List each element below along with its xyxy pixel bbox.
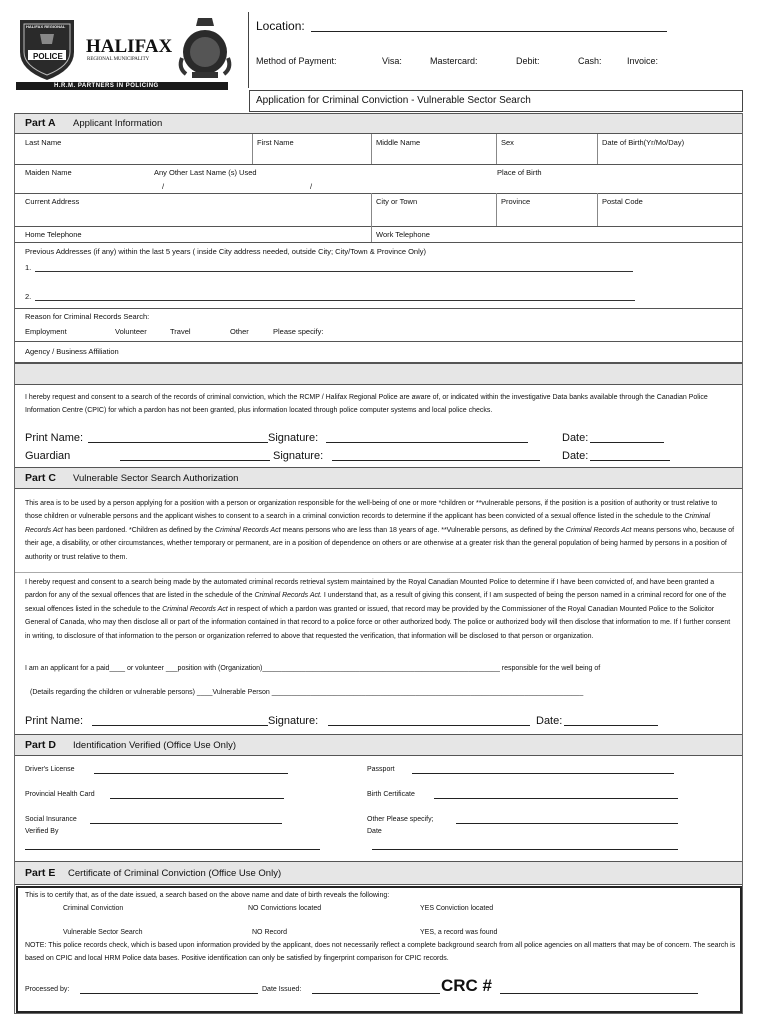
- partners-text: H.R.M. PARTNERS IN POLICING: [54, 83, 159, 89]
- police-badge-logo: [16, 14, 78, 82]
- reason-label: Reason for Criminal Records Search:: [25, 312, 150, 321]
- verified-date-field[interactable]: [372, 849, 678, 850]
- payment-mastercard[interactable]: Mastercard:: [430, 56, 478, 66]
- last-name-label: Last Name: [25, 138, 62, 147]
- payment-label: Method of Payment:: [256, 56, 337, 66]
- birth-certificate-label: Birth Certificate: [367, 791, 415, 798]
- yes-record-option[interactable]: YES, a record was found: [420, 929, 498, 936]
- date-issued-field[interactable]: [312, 993, 440, 994]
- work-telephone-label: Work Telephone: [376, 230, 430, 239]
- applicant-position-line[interactable]: I am an applicant for a paid____ or volunteer ___position with (Organization)_____________________________________________________________ responsible for the well being of: [25, 665, 601, 672]
- place-of-birth-label: Place of Birth: [497, 168, 542, 177]
- social-insurance-label: Social Insurance: [25, 816, 77, 823]
- signature-field-1[interactable]: [326, 442, 528, 443]
- agency-label: Agency / Business Affiliation: [25, 347, 119, 356]
- verified-date-label: Date: [367, 828, 382, 835]
- reason-specify: Please specify:: [273, 327, 324, 336]
- maiden-name-label: Maiden Name: [25, 168, 72, 177]
- no-convictions-option[interactable]: NO Convictions located: [248, 905, 322, 912]
- location-label: Location:: [256, 19, 305, 33]
- prev-address-2-num: 2.: [25, 292, 32, 301]
- date-label-2: Date:: [536, 715, 563, 727]
- passport-field[interactable]: [412, 773, 674, 774]
- halifax-logo: [86, 36, 173, 66]
- other-id-label: Other Please specify;: [367, 816, 434, 823]
- payment-invoice[interactable]: Invoice:: [627, 56, 659, 66]
- guardian-field[interactable]: [120, 460, 270, 461]
- reason-other[interactable]: Other: [230, 327, 249, 336]
- print-name-label-1: Print Name:: [25, 432, 84, 444]
- prev-address-1-field[interactable]: [35, 271, 633, 272]
- certify-text: This is to certify that, as of the date issued, a search based on the above name and date of birth reveals the following:: [25, 892, 390, 899]
- reason-volunteer[interactable]: Volunteer: [115, 327, 147, 336]
- part-e-label: Part E: [25, 867, 56, 879]
- province-label: Province: [501, 197, 531, 206]
- slash-2: /: [310, 182, 313, 191]
- verified-by-field[interactable]: [25, 849, 320, 850]
- home-telephone-label: Home Telephone: [25, 230, 82, 239]
- part-e-title: Certificate of Criminal Conviction (Office Use Only): [68, 868, 282, 879]
- social-insurance-field[interactable]: [90, 823, 282, 824]
- city-town-label: City or Town: [376, 197, 418, 206]
- prev-address-2-field[interactable]: [35, 300, 635, 301]
- part-d-label: Part D: [25, 739, 56, 751]
- first-name-label: First Name: [257, 138, 294, 147]
- signature-label-2: Signature:: [268, 715, 319, 727]
- part-c-title: Vulnerable Sector Search Authorization: [73, 473, 239, 484]
- previous-addresses-label: Previous Addresses (if any) within the last 5 years ( inside City address needed, outside City; City/Town & Province Only): [25, 247, 427, 256]
- other-id-field[interactable]: [456, 823, 678, 824]
- slash-1: /: [162, 182, 165, 191]
- print-name-field-2[interactable]: [92, 725, 268, 726]
- guardian-label: Guardian: [25, 450, 71, 462]
- payment-debit[interactable]: Debit:: [516, 56, 540, 66]
- current-address-label: Current Address: [25, 197, 80, 206]
- halifax-sub: REGIONAL MUNICIPALITY: [87, 57, 150, 62]
- health-card-field[interactable]: [110, 798, 284, 799]
- prev-address-1-num: 1.: [25, 263, 32, 272]
- criminal-conviction-label: Criminal Conviction: [63, 905, 124, 912]
- form-title: Application for Criminal Conviction - Vulnerable Sector Search: [256, 95, 531, 106]
- drivers-license-field[interactable]: [94, 773, 288, 774]
- reason-employment[interactable]: Employment: [25, 327, 67, 336]
- guardian-signature-field[interactable]: [332, 460, 540, 461]
- consent-text: I hereby request and consent to a search of the records of criminal conviction, which the RCMP / Halifax Regional Police are aware of, or indicated within the investigative Data banks available through the Canadian Police Information Centre (CPIC) for which a pardon has not been granted, plus information located through police computer systems and local police checks.: [25, 394, 708, 415]
- part-b-spacer: [15, 363, 742, 385]
- payment-visa[interactable]: Visa:: [382, 56, 402, 66]
- partners-bar: [16, 82, 228, 90]
- police-logo-text: POLICE: [33, 52, 63, 61]
- postal-code-label: Postal Code: [602, 197, 643, 206]
- middle-name-label: Middle Name: [376, 138, 421, 147]
- date-label-1: Date:: [562, 432, 589, 444]
- signature-label-1: Signature:: [268, 432, 319, 444]
- part-c-label: Part C: [25, 472, 56, 484]
- signature-field-2[interactable]: [328, 725, 530, 726]
- print-name-field-1[interactable]: [88, 442, 268, 443]
- reason-travel[interactable]: Travel: [170, 327, 191, 336]
- payment-cash[interactable]: Cash:: [578, 56, 602, 66]
- passport-label: Passport: [367, 766, 395, 773]
- part-a-label: Part A: [25, 117, 56, 129]
- part-a-title: Applicant Information: [73, 118, 163, 129]
- part-c-consent-text: I hereby request and consent to a search being made by the automated criminal records retrieval system maintained by the Royal Canadian Mounted Police to determine if I have been convicted of, and have been granted a pardon for any of the sexual offences that are listed in the schedule of the Criminal Records Act. I understand that, as a result of giving this consent, if I am suspected of being the person named in a criminal record for one of the sexual offences listed in the schedule to the Criminal Records Act in respect of which a pardon was granted or issued, that record may be provided by the Commissioner of the Royal Canadian Mounted Police to the Solicitor General of Canada, who may then disclose all or part of the information contained in that record to a police force or other authorized body. The police or authorized body will then disclose that information to me. If I further consent in writing, to disclosure of that information to the person or organization referred to above that requested the verification, that information will be disclosed to that person or organization.: [25, 579, 731, 640]
- crc-number-label: CRC #: [441, 976, 493, 995]
- part-d-title: Identification Verified (Office Use Only): [73, 740, 236, 751]
- date-issued-label: Date Issued:: [262, 986, 302, 993]
- crc-number-field[interactable]: [500, 993, 698, 994]
- no-record-option[interactable]: NO Record: [252, 929, 288, 936]
- drivers-license-label: Driver's License: [25, 766, 75, 773]
- police-logo-top: HALIFAX REGIONAL: [26, 24, 66, 29]
- part-c-definition-text: This area is to be used by a person applying for a position with a person or organization responsible for the well-being of one or more *children or **vulnerable persons, if the position is a position of authority or trust relative to those children or vulnerable persons and the applicant wishes to consent to a search in a criminal conviction records to determine if the applicant has been convicted of a sexual offence listed in the schedule to the Criminal Records Act has been pardoned. *Children as defined by the Criminal Records Act means persons who are less than 18 years of age. **Vulnerable persons, as defined by the Criminal Records Act means persons who, because of their age, a disability, or other circumstances, whether temporary or permanent, are in a position of dependence on others or are otherwise at a greater risk than the general population of being harmed by persons in a position of authority or trust relative to them.: [25, 500, 735, 561]
- yes-conviction-option[interactable]: YES Conviction located: [420, 905, 494, 912]
- health-card-label: Provincial Health Card: [25, 791, 95, 798]
- date-field-1[interactable]: [590, 442, 664, 443]
- guardian-date-label: Date:: [562, 450, 589, 462]
- halifax-name: HALIFAX: [86, 36, 173, 57]
- processed-by-label: Processed by:: [25, 986, 70, 993]
- date-field-2[interactable]: [564, 725, 658, 726]
- print-name-label-2: Print Name:: [25, 715, 84, 727]
- guardian-signature-label: Signature:: [273, 450, 324, 462]
- processed-by-field[interactable]: [80, 993, 258, 994]
- vulnerable-search-label: Vulnerable Sector Search: [63, 929, 143, 936]
- disclaimer-note: NOTE: This police records check, which is based upon information provided by the applicant, does not necessarily reflect a complete background search from all police agencies on all matters that may be of concern. The search is based on CPIC and local HRM Police data bases. Positive identification can only be satisfied by fingerprint comparison for CPIC records.: [25, 942, 736, 962]
- verified-by-label: Verified By: [25, 828, 59, 835]
- guardian-date-field[interactable]: [590, 460, 670, 461]
- sex-label: Sex: [501, 138, 514, 147]
- rcmp-crest-logo: [170, 14, 240, 82]
- location-field[interactable]: [311, 31, 667, 32]
- birth-certificate-field[interactable]: [434, 798, 678, 799]
- dob-label: Date of Birth(Yr/Mo/Day): [602, 138, 685, 147]
- vulnerable-details-line[interactable]: (Details regarding the children or vulnerable persons) ____Vulnerable Person ________________________________________________________________________________: [30, 689, 584, 696]
- other-last-name-label: Any Other Last Name (s) Used: [154, 168, 257, 177]
